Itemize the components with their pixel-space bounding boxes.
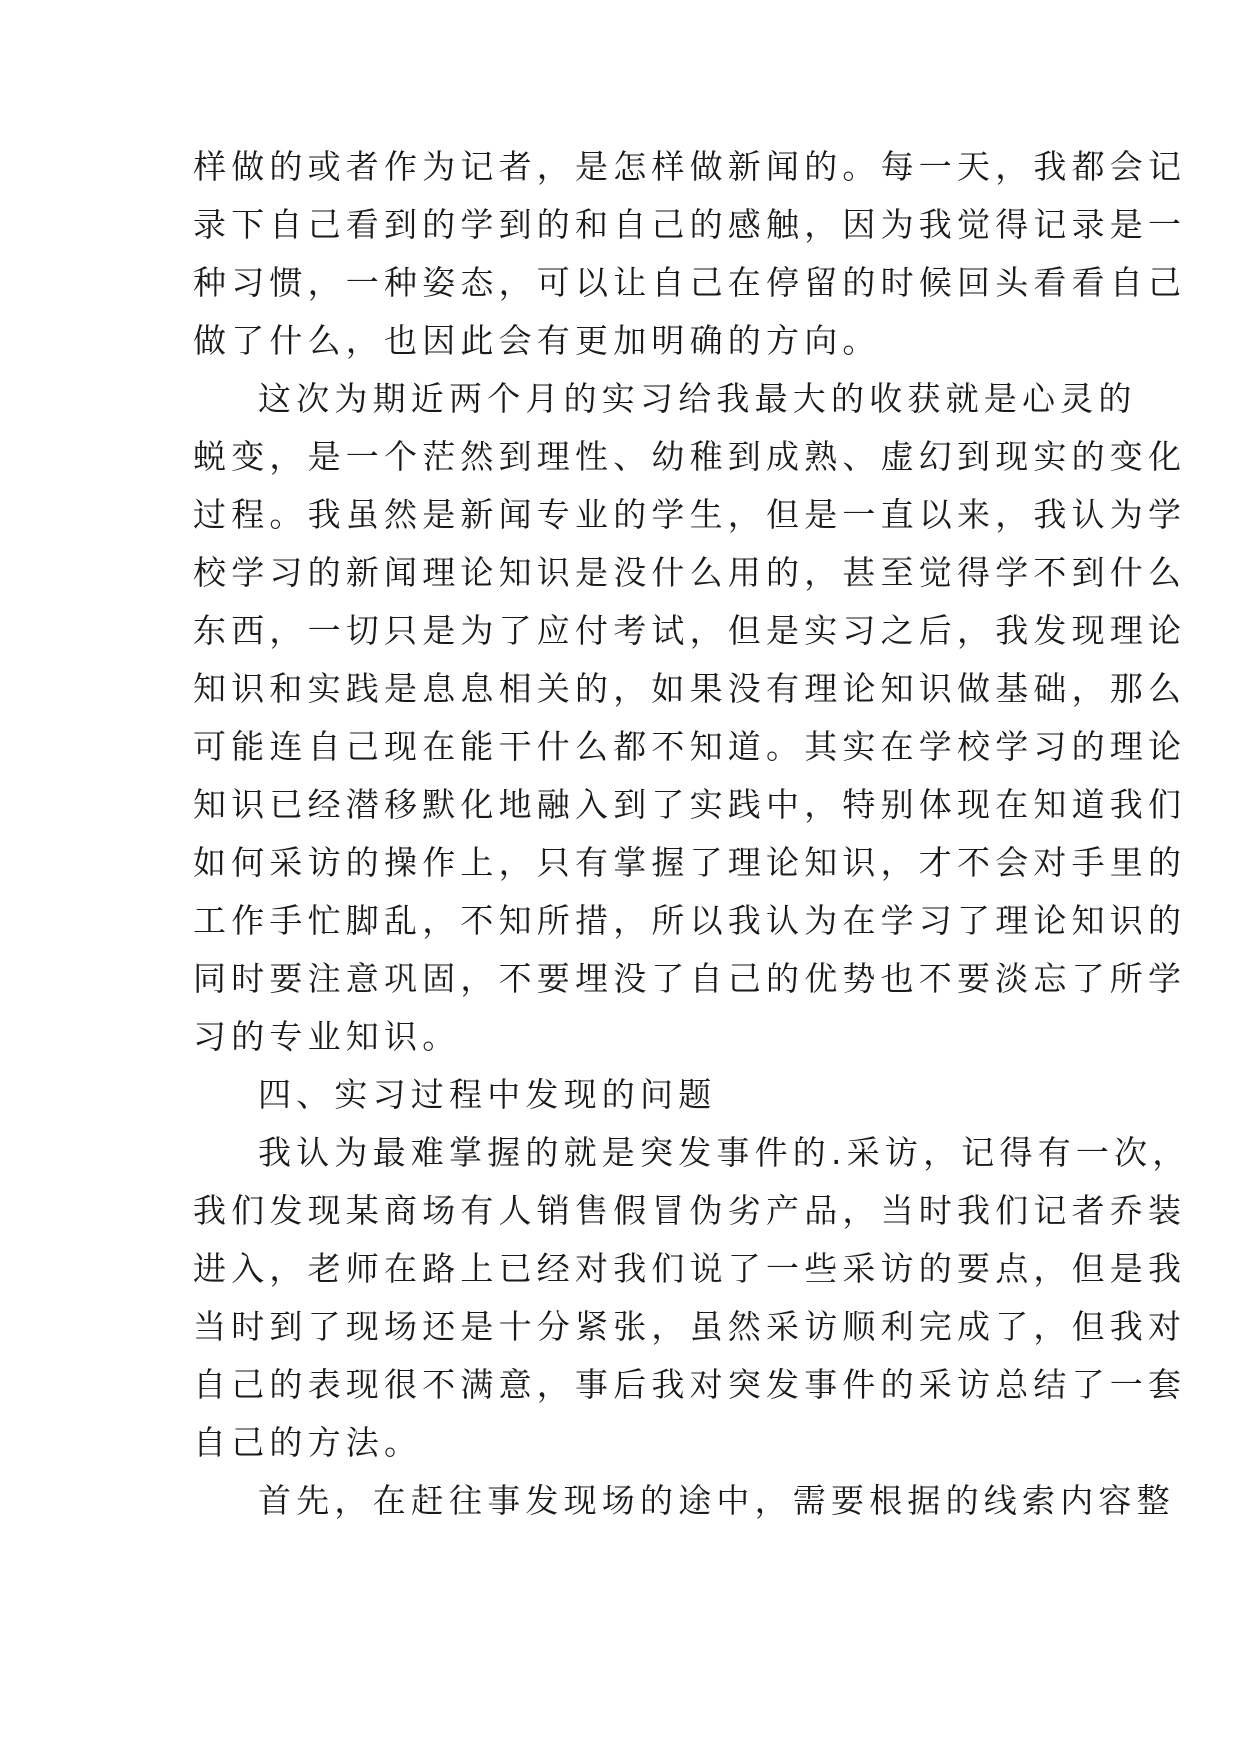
text-line: 当时到了现场还是十分紧张，虽然采访顺利完成了，但我对 [193,1307,1187,1346]
text-line: 知识已经潜移默化地融入到了实践中，特别体现在知道我们 [193,785,1187,824]
text-line: 习的专业知识。 [193,1017,461,1056]
text-line: 如何采访的操作上，只有掌握了理论知识，才不会对手里的 [193,843,1187,882]
text-line: 做了什么，也因此会有更加明确的方向。 [193,321,881,360]
text-line: 进入，老师在路上已经对我们说了一些采访的要点，但是我 [193,1249,1187,1288]
text-line: 工作手忙脚乱，不知所措，所以我认为在学习了理论知识的 [193,901,1187,940]
text-line: 录下自己看到的学到的和自己的感触，因为我觉得记录是一 [193,205,1187,244]
paragraph-first-line: 这次为期近两个月的实习给我最大的收获就是心灵的 [258,379,1137,418]
text-line: 过程。我虽然是新闻专业的学生，但是一直以来，我认为学 [193,495,1187,534]
paragraph-first-line: 首先，在赶往事发现场的途中，需要根据的线索内容整 [258,1481,1175,1520]
text-line: 同时要注意巩固，不要埋没了自己的优势也不要淡忘了所学 [193,959,1187,998]
text-line: 知识和实践是息息相关的，如果没有理论知识做基础，那么 [193,669,1187,708]
text-line: 样做的或者作为记者，是怎样做新闻的。每一天，我都会记 [193,147,1187,186]
paragraph-first-line: 我认为最难掌握的就是突发事件的.采访，记得有一次， [258,1133,1191,1172]
text-line: 我们发现某商场有人销售假冒伪劣产品，当时我们记者乔装 [193,1191,1187,1230]
text-line: 自己的表现很不满意，事后我对突发事件的采访总结了一套 [193,1365,1187,1404]
text-line: 可能连自己现在能干什么都不知道。其实在学校学习的理论 [193,727,1187,766]
section-heading: 四、实习过程中发现的问题 [258,1075,717,1114]
text-line: 东西，一切只是为了应付考试，但是实习之后，我发现理论 [193,611,1187,650]
text-line: 种习惯，一种姿态，可以让自己在停留的时候回头看看自己 [193,263,1187,302]
text-line: 蜕变，是一个茫然到理性、幼稚到成熟、虚幻到现实的变化 [193,437,1187,476]
text-line: 校学习的新闻理论知识是没什么用的，甚至觉得学不到什么 [193,553,1187,592]
text-line: 自己的方法。 [193,1423,423,1462]
